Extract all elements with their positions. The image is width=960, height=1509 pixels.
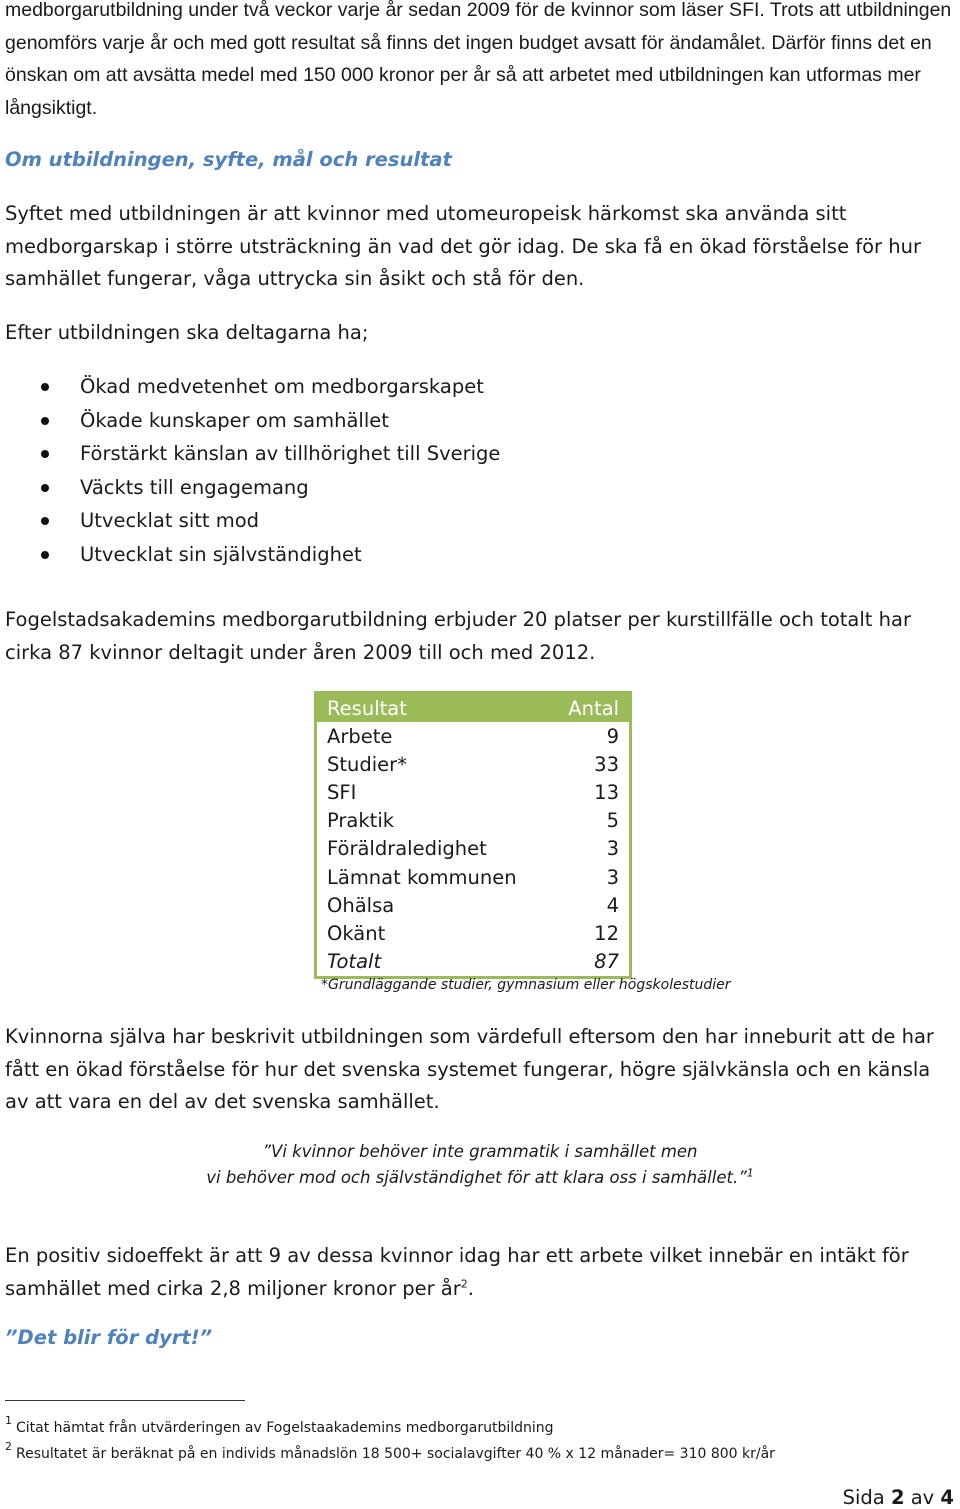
row-value: 12: [594, 921, 619, 945]
table-row: [316, 778, 631, 806]
list-item: Ökade kunskaper om samhället: [0, 404, 700, 438]
footnote-separator: [5, 1400, 245, 1401]
capacity-paragraph: Fogelstadsakademins medborgarutbildning erbjuder 20 platser per kurstillfälle och totalt har cirka 87 kvinnor deltagit under åren 2009 till och med 2012.: [5, 608, 911, 664]
total-label: Totalt: [327, 950, 382, 974]
table-row: [316, 807, 631, 835]
bullet-icon: [41, 417, 49, 425]
section-heading: Om utbildningen, syfte, mål och resultat: [5, 148, 452, 171]
footnote-ref-2: 2: [460, 1277, 468, 1290]
row-value: 13: [594, 780, 619, 804]
row-label: Okänt: [327, 921, 386, 945]
header-result: Resultat: [316, 693, 568, 723]
bullet-icon: [41, 484, 49, 492]
table-row: [316, 722, 631, 750]
row-label: Studier*: [327, 752, 407, 776]
row-label: SFI: [327, 780, 357, 804]
row-label: Lämnat kommunen: [327, 865, 517, 889]
table-row: [316, 750, 631, 778]
row-value: 9: [606, 724, 619, 748]
list-item: Väckts till engagemang: [0, 471, 700, 505]
table-header-row: [316, 693, 631, 723]
header-count: Antal: [567, 693, 631, 723]
row-value: 5: [606, 809, 619, 833]
intro-paragraph: medborgarutbildning under två veckor varje år sedan 2009 för de kvinnor som läser SFI. Trots att utbildningen genomförs varje år och med gott resultat så finns det ingen budget avsatt för ändamålet. Därför finns det en önskan om att avsätta medel med 150 000 kronor per år så att arbetet med utbildningen kan utformas mer långsiktigt.: [5, 0, 952, 119]
row-value: 3: [606, 865, 619, 889]
description-paragraph: Kvinnorna själva har beskrivit utbildningen som värdefull eftersom den har inneburit att de har fått en ökad förståelse för hur det svenska systemet fungerar, högre självkänsla och en känsla av att vara en del av det svenska samhället.: [5, 1025, 934, 1113]
row-value: 33: [594, 752, 619, 776]
bullet-icon: [41, 517, 49, 525]
bullet-icon: [41, 450, 49, 458]
row-value: 4: [606, 893, 619, 917]
purpose-paragraph: Syftet med utbildningen är att kvinnor med utomeuropeisk härkomst ska använda sitt medborgarskap i större utsträckning än vad det gör idag. De ska få en ökad förståelse för hur samhället fungerar, våga uttrycka sin åsikt och stå för den.: [5, 202, 922, 290]
table-total-row: [316, 948, 631, 978]
page-number: Sida 2 av 4: [842, 1486, 954, 1509]
after-intro: Efter utbildningen ska deltagarna ha;: [5, 321, 369, 344]
list-item: Utvecklat sin självständighet: [0, 538, 700, 572]
goals-list: [0, 370, 700, 572]
closing-statement: ”Det blir för dyrt!”: [5, 1326, 213, 1349]
quote-line-1: ”Vi kvinnor behöver inte grammatik i samhället men: [262, 1142, 698, 1161]
list-item: Utvecklat sitt mod: [0, 504, 700, 538]
total-value: 87: [594, 950, 619, 974]
results-table: [314, 691, 632, 979]
list-item: Ökad medvetenhet om medborgarskapet: [0, 370, 700, 404]
list-item: Förstärkt känslan av tillhörighet till Sverige: [0, 437, 700, 471]
row-label: Föräldraledighet: [327, 837, 487, 861]
table-row: [316, 835, 631, 863]
bullet-icon: [41, 551, 49, 559]
table-row: [316, 863, 631, 891]
row-label: Arbete: [327, 724, 393, 748]
table-row: [316, 891, 631, 919]
row-label: Praktik: [327, 809, 395, 833]
footnote-ref-1: 1: [746, 1166, 754, 1180]
table-footnote: *Grundläggande studier, gymnasium eller högskolestudier: [321, 977, 731, 993]
quote-line-2: vi behöver mod och självständighet för att klara oss i samhället.”$^1$: [206, 1166, 754, 1187]
row-value: 3: [606, 837, 619, 861]
bullet-icon: [41, 383, 49, 391]
table-row: [316, 919, 631, 947]
row-label: Ohälsa: [327, 893, 395, 917]
positive-paragraph: En positiv sidoeffekt är att 9 av dessa kvinnor idag har ett arbete vilket innebär en intäkt för samhället med cirka 2,8 miljoner kronor per $år^2$.: [5, 1244, 909, 1300]
